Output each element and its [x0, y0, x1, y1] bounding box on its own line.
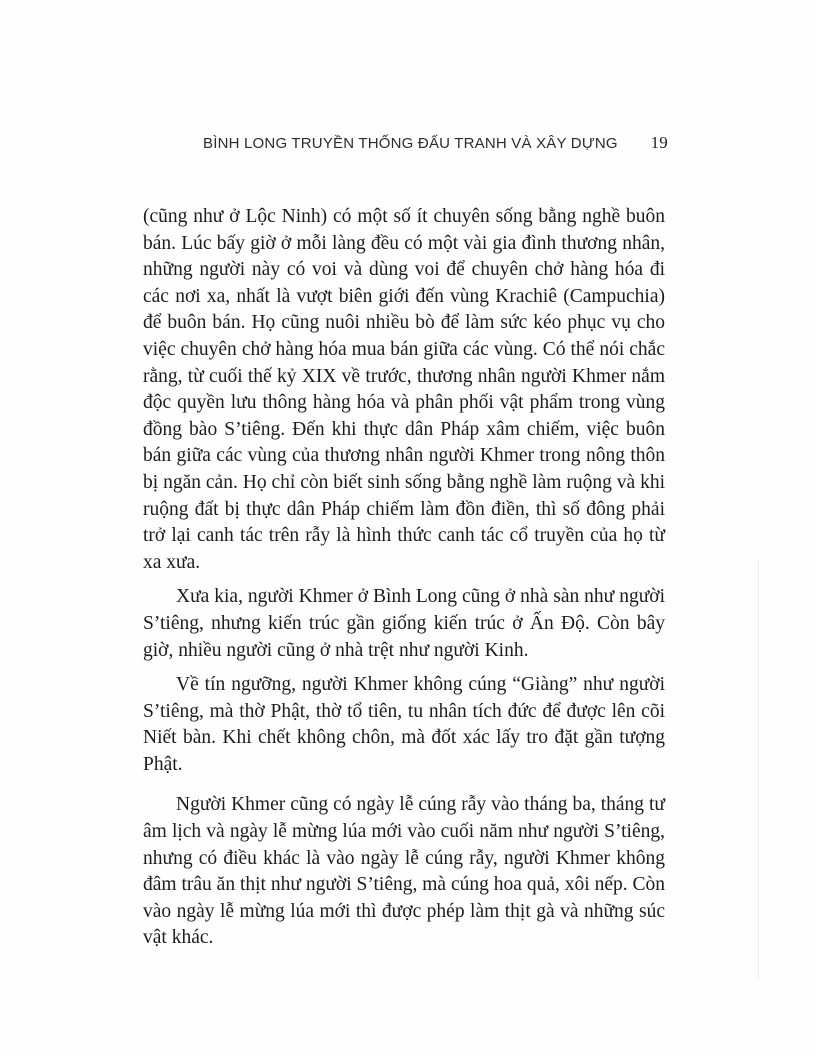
paragraph-2: Xưa kia, người Khmer ở Bình Long cũng ở nhà sàn như người S’tiêng, nhưng kiến trúc gần giống kiến trúc ở Ấn Độ. Còn bây giờ, nhiều người cũng ở nhà trệt như người Kinh. [143, 586, 665, 661]
paragraph-3: Về tín ngưỡng, người Khmer không cúng “Giàng” như người S’tiêng, mà thờ Phật, thờ tổ tiên, tu nhân tích đức để được lên cõi Niết bàn. Khi chết không chôn, mà đốt xác lấy tro đặt gần tượng Phật. [143, 674, 665, 775]
paragraph-4: Người Khmer cũng có ngày lễ cúng rẫy vào tháng ba, tháng tư âm lịch và ngày lễ mừng lúa mới vào cuối năm như người S’tiêng, nhưng có điều khác là vào ngày lễ cúng rẫy, người Khmer không đâm trâu ăn thịt như người S’tiêng, mà cúng hoa quả, xôi nếp. Còn vào ngày lễ mừng lúa mới thì được phép làm thịt gà và những súc vật khác. [143, 794, 665, 949]
page-edge-shadow [758, 560, 759, 980]
paragraph-1: (cũng như ở Lộc Ninh) có một số ít chuyên sống bằng nghề buôn bán. Lúc bấy giờ ở mỗi làng đều có một vài gia đình thương nhân, những người này có voi và dùng voi để chuyên chở hàng hóa đi các nơi xa, nhất là vượt biên giới đến vùng Krachiê (Campuchia) để buôn bán. Họ cũng nuôi nhiều bò để làm sức kéo phục vụ cho việc chuyên chở hàng hóa mua bán giữa các vùng. Có thể nói chắc rằng, từ cuối thế kỷ XIX về trước, thương nhân người Khmer nắm độc quyền lưu thông hàng hóa và phân phối vật phẩm trong vùng đồng bào S’tiêng. Đến khi thực dân Pháp xâm chiếm, việc buôn bán giữa các vùng của thương nhân người Khmer trong nông thôn bị ngăn cản. Họ chỉ còn biết sinh sống bằng nghề làm ruộng và khi ruộng đất bị thực dân Pháp chiếm làm đồn điền, thì số đông phải trở lại canh tác trên rẫy là hình thức canh tác cổ truyền của họ từ xa xưa. [143, 206, 665, 573]
body-text [143, 204, 665, 952]
running-header [203, 133, 668, 153]
page-number: 19 [650, 133, 668, 152]
running-header-title: BÌNH LONG TRUYỀN THỐNG ĐẤU TRANH VÀ XÂY DỰNG [203, 135, 618, 152]
